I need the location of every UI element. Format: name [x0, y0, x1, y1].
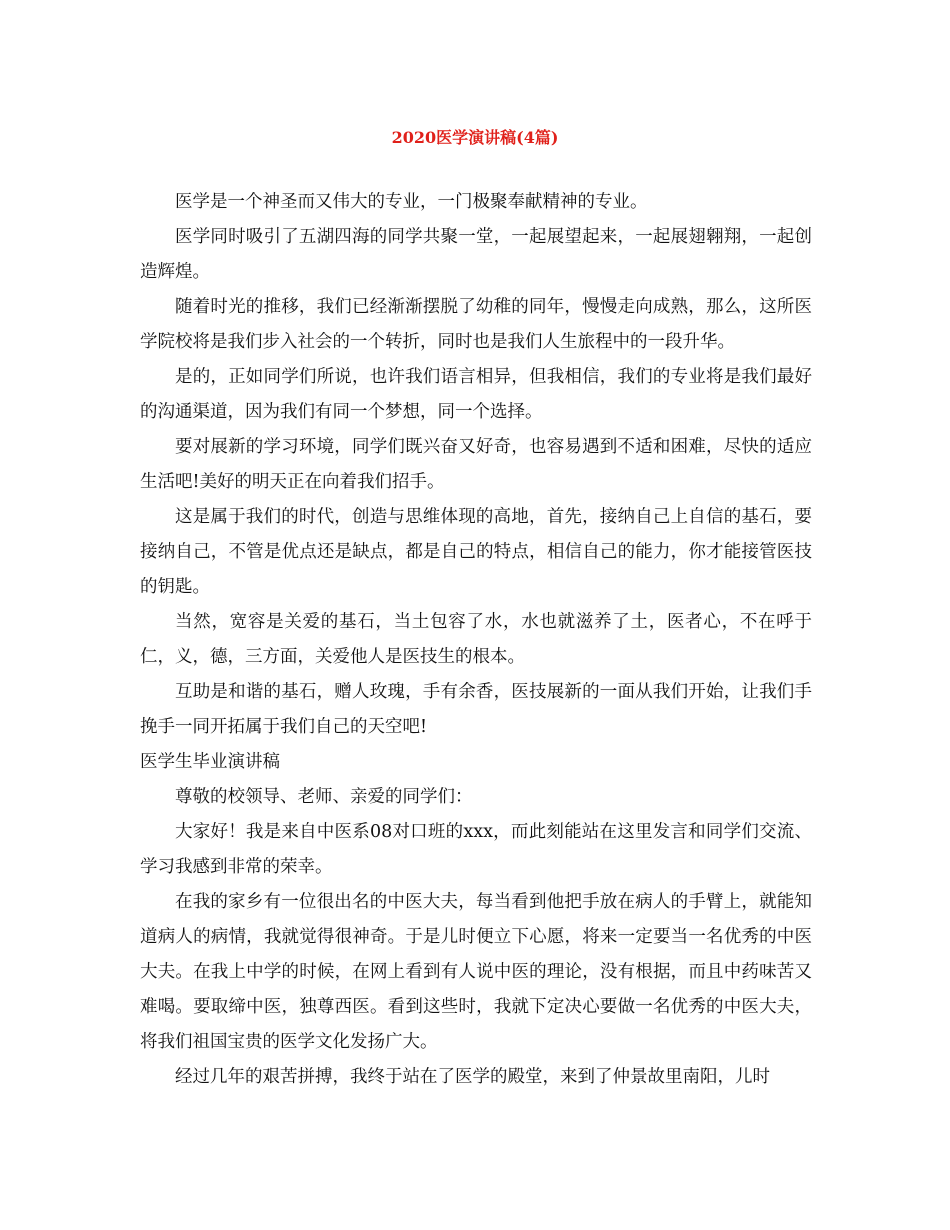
paragraph: 是的，正如同学们所说，也许我们语言相异，但我相信，我们的专业将是我们最好的沟通渠道，因为我们有同一个梦想，同一个选择。 — [140, 367, 812, 422]
paragraph: 医学是一个神圣而又伟大的专业，一门极聚奉献精神的专业。 — [175, 192, 648, 212]
paragraph: 当然，宽容是关爱的基石，当土包容了水，水也就滋养了土，医者心，不在呼于仁，义，德，三方面，关爱他人是医技生的根本。 — [140, 612, 812, 667]
section-heading: 医学生毕业演讲稿 — [140, 752, 280, 772]
paragraph: 这是属于我们的时代，创造与思维体现的高地，首先，接纳自己上自信的基石，要接纳自己，不管是优点还是缺点，都是自己的特点，相信自己的能力，你才能接管医技的钥匙。 — [140, 507, 812, 597]
paragraph: 互助是和谐的基石，赠人玫瑰，手有余香，医技展新的一面从我们开始，让我们手挽手一同开拓属于我们自己的天空吧! — [140, 682, 812, 737]
paragraph: 医学同时吸引了五湖四海的同学共聚一堂，一起展望起来，一起展翅翱翔，一起创造辉煌。 — [140, 227, 812, 282]
paragraph: 尊敬的校领导、老师、亲爱的同学们： — [175, 787, 473, 807]
paragraph: 要对展新的学习环境，同学们既兴奋又好奇，也容易遇到不适和困难，尽快的适应生活吧!美好的明天正在向着我们招手。 — [140, 437, 812, 492]
paragraph: 在我的家乡有一位很出名的中医大夫，每当看到他把手放在病人的手臂上，就能知道病人的病情，我就觉得很神奇。于是儿时便立下心愿，将来一定要当一名优秀的中医大夫。在我上中学的时候，在网上看到有人说中医的理论，没有根据，而且中药味苦又难喝。要取缔中医，独尊西医。看到这些时，我就下定决心要做一名优秀的中医大夫，将我们祖国宝贵的医学文化发扬广大。 — [140, 892, 812, 1052]
paragraph: 大家好！我是来自中医系08对口班的xxx，而此刻能站在这里发言和同学们交流、学习我感到非常的荣幸。 — [140, 822, 812, 877]
document-title: 2020医学演讲稿(4篇) — [391, 128, 559, 147]
document-body — [140, 185, 812, 1095]
paragraph: 随着时光的推移，我们已经渐渐摆脱了幼稚的同年，慢慢走向成熟，那么，这所医学院校将是我们步入社会的一个转折，同时也是我们人生旅程中的一段升华。 — [140, 297, 812, 352]
paragraph: 经过几年的艰苦拼搏，我终于站在了医学的殿堂，来到了仲景故里南阳，儿时 — [175, 1067, 770, 1087]
